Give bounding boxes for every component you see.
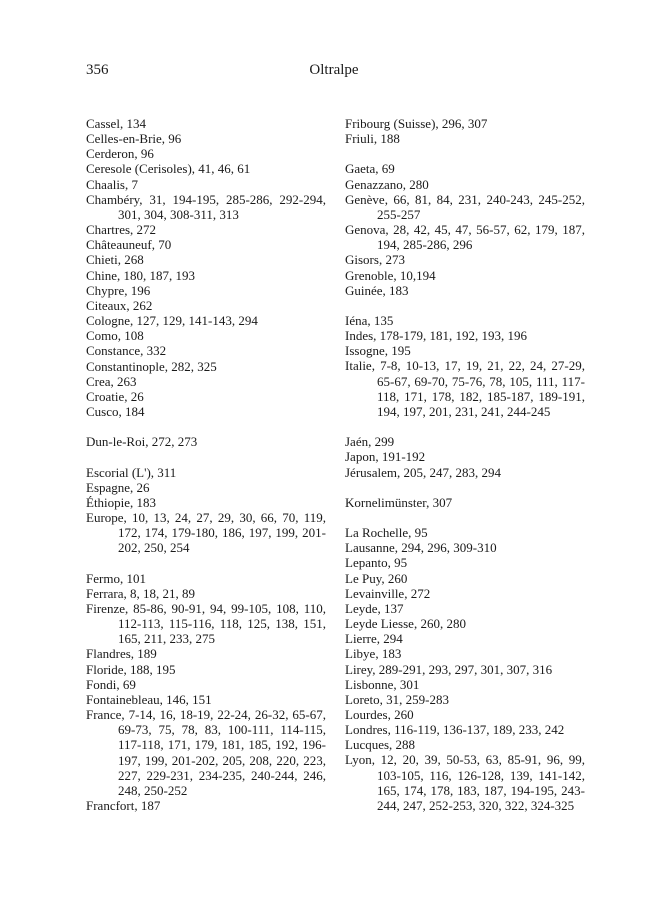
index-entry: Floride, 188, 195 [86,661,176,677]
index-entry: Constantinople, 282, 325 [86,358,217,374]
index-entry: Espagne, 26 [86,479,150,495]
index-entry: Gaeta, 69 [345,161,395,177]
index-entry: Chambéry, 31, 194-195, 285-286, 292-294, 301, 304, 308-311, 313 [86,191,326,222]
index-entry: Lausanne, 294, 296, 309-310 [345,540,497,556]
letter-group-gap [345,419,585,434]
index-entry: Friuli, 188 [345,131,400,147]
index-entry: Cerderon, 96 [86,146,154,162]
index-entry: Constance, 332 [86,343,167,359]
index-entry: Indes, 178-179, 181, 192, 193, 196 [345,328,527,344]
letter-group-gap [86,419,326,434]
index-entry: Chartres, 272 [86,222,157,238]
index-entry: Jérusalem, 205, 247, 283, 294 [345,464,501,480]
letter-group-gap [345,146,585,161]
index-entry: Leyde, 137 [345,600,404,616]
index-entry: Fontainebleau, 146, 151 [86,691,212,707]
index-entry: Levainville, 272 [345,585,431,601]
index-entry: Gisors, 273 [345,252,405,268]
index-entry: Crea, 263 [86,373,137,389]
index-entry: Firenze, 85-86, 90-91, 94, 99-105, 108, 110, 112-113, 115-116, 118, 125, 138, 151, 165, 211, 233, 275 [86,600,326,647]
index-entry: Genova, 28, 42, 45, 47, 56-57, 62, 179, 187, 194, 285-286, 296 [345,222,585,253]
index-entry: Flandres, 189 [86,646,157,662]
letter-group-gap [86,449,326,464]
index-entry: Celles-en-Brie, 96 [86,131,182,147]
index-entry: Londres, 116-119, 136-137, 189, 233, 242 [345,722,565,738]
index-entry: Genazzano, 280 [345,176,429,192]
index-entry: Fribourg (Suisse), 296, 307 [345,116,488,131]
letter-group-gap [86,556,326,571]
index-entry: Japon, 191-192 [345,449,426,465]
index-entry: Jaén, 299 [345,434,395,450]
index-entry: Francfort, 187 [86,797,161,813]
index-entry: Issogne, 195 [345,343,411,359]
index-entry: Chine, 180, 187, 193 [86,267,196,283]
index-entry: Ceresole (Cerisoles), 41, 46, 61 [86,161,251,177]
index-entry: Lourdes, 260 [345,707,414,723]
index-entry: La Rochelle, 95 [345,525,428,541]
index-entry: Fondi, 69 [86,676,136,692]
index-entry: Lyon, 12, 20, 39, 50-53, 63, 85-91, 96, 99, 103-105, 116, 126-128, 139, 141-142, 165, 174, 178, 183, 187, 194-195, 243-244, 247, 252-253, 320, 322, 324-325 [345,752,585,813]
letter-group-gap [345,510,585,525]
index-entry: Escorial (L'), 311 [86,464,177,480]
index-entry: Chypre, 196 [86,282,151,298]
index-entry: Como, 108 [86,328,144,344]
index-entry: Italie, 7-8, 10-13, 17, 19, 21, 22, 24, 27-29, 65-67, 69-70, 75-76, 78, 105, 111, 117-118, 171, 178, 182, 185-187, 189-191, 194, 197, 201, 231, 241, 244-245 [345,358,585,419]
index-entry: Chieti, 268 [86,252,144,268]
index-entry: Cassel, 134 [86,116,146,131]
index-entry: Iéna, 135 [345,313,394,328]
index-entry: Citeaux, 262 [86,297,153,313]
index-entry: Ferrara, 8, 18, 21, 89 [86,585,196,601]
index-entry: Europe, 10, 13, 24, 27, 29, 30, 66, 70, 119, 172, 174, 179-180, 186, 197, 199, 201-202, 250, 254 [86,510,326,556]
index-entry: Lepanto, 95 [345,555,408,571]
index-entry: France, 7-14, 16, 18-19, 22-24, 26-32, 65-67, 69-73, 75, 78, 83, 100-111, 114-115, 117-118, 171, 179, 181, 185, 192, 196-197, 199, 201-202, 205, 208, 220, 223, 227, 229-231, 234-235, 240-244, 246, 248, 250-252 [86,707,326,798]
index-entry: Dun-le-Roi, 272, 273 [86,434,198,450]
page-header [86,62,582,82]
index-entry: Loreto, 31, 259-283 [345,691,449,707]
index-entry: Libye, 183 [345,646,402,662]
index-column-left [86,116,326,813]
letter-group-gap [345,480,585,495]
page-number: 356 [86,62,109,78]
index-entry: Guinée, 183 [345,282,409,298]
index-entry: Lierre, 294 [345,631,403,647]
index-column-right [345,116,585,813]
index-entry: Grenoble, 10,194 [345,267,436,283]
index-entry: Croatie, 26 [86,388,144,404]
index-entry: Cusco, 184 [86,403,145,419]
index-entry: Leyde Liesse, 260, 280 [345,616,466,632]
index-entry: Châteauneuf, 70 [86,237,172,253]
letter-group-gap [345,298,585,313]
index-entry: Lucques, 288 [345,737,416,753]
index-entry: Le Puy, 260 [345,570,408,586]
index-entry: Chaalis, 7 [86,176,138,192]
index-entry: Cologne, 127, 129, 141-143, 294 [86,313,258,329]
index-entry: Kornelimünster, 307 [345,494,453,510]
index-entry: Genève, 66, 81, 84, 231, 240-243, 245-252, 255-257 [345,191,585,222]
running-title: Oltralpe [309,62,359,78]
index-entry: Lirey, 289-291, 293, 297, 301, 307, 316 [345,661,553,677]
index-entry: Lisbonne, 301 [345,676,420,692]
index-entry: Éthiopie, 183 [86,494,157,510]
index-entry: Fermo, 101 [86,570,146,586]
